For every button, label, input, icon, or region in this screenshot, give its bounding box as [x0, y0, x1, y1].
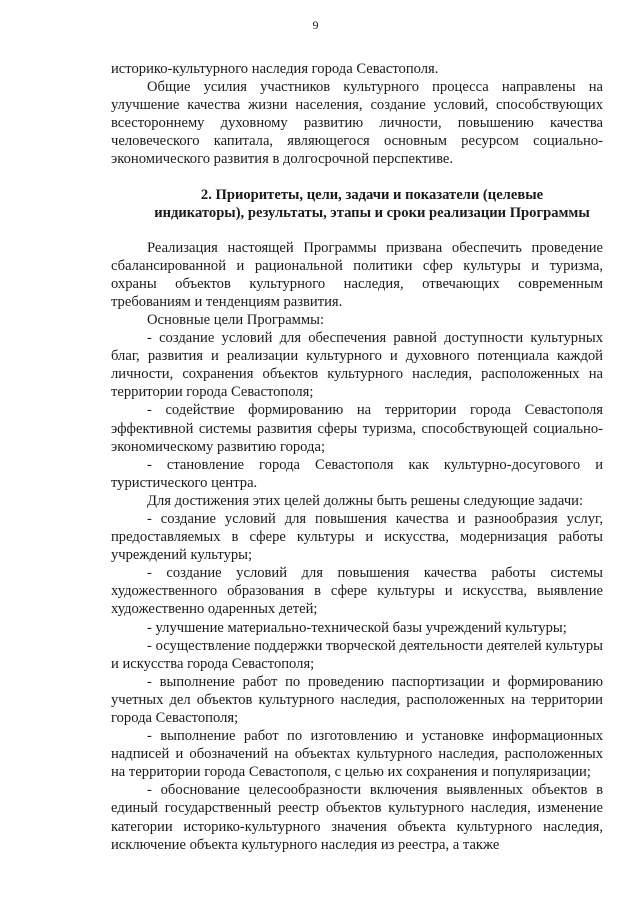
section-heading-line-2: индикаторы), результаты, этапы и сроки реализации Программы [154, 205, 590, 222]
goal-item: - содействие формированию на территории города Севастополя эффективной системы развития сферы туризма, способствующей социально-экономическому развитию города; [111, 402, 603, 455]
section-heading-line-1: 2. Приоритеты, цели, задачи и показатели (целевые [200, 186, 544, 203]
page-number: 9 [312, 18, 319, 32]
document-body [111, 60, 603, 854]
paragraph-implementation: Реализация настоящей Программы призвана обеспечить проведение сбалансированной и рациональной политики сфер культуры и туризма, охраны объектов культурного наследия, отвечающих современным требованиям и тенденциям развития. [111, 239, 603, 310]
task-item: - выполнение работ по изготовлению и установке информационных надписей и обозначений на объектах культурного наследия, расположенных на территории города Севастополя, с целью их сохранения и популяризации; [111, 728, 603, 781]
task-item: - улучшение материально-технической базы учреждений культуры; [147, 619, 567, 636]
task-item: - выполнение работ по проведению паспортизации и формированию учетных дел объектов культурного наследия, расположенных на территории города Севастополя; [111, 673, 603, 726]
task-item: - создание условий для повышения качества работы системы художественного образования в сфере культуры и искусства, выявление художественно одаренных детей; [111, 565, 603, 618]
goal-item: - становление города Севастополя как культурно-досугового и туристического центра. [111, 456, 603, 491]
section-heading [111, 186, 603, 223]
task-item: - обоснование целесообразности включения выявленных объектов в единый государственный реестр объектов культурного наследия, изменение категории историко-культурного значения объекта культурного наследия, исключение объекта культурного наследия из реестра, а также [111, 782, 603, 853]
paragraph-tasks-intro: Для достижения этих целей должны быть решены следующие задачи: [147, 492, 584, 509]
goal-item: - создание условий для обеспечения равной доступности культурных благ, развития и реализации культурного и духовного потенциала каждой личности, сохранения объектов культурного наследия, расположенных на территории города Севастополя; [111, 330, 603, 401]
paragraph-joint-efforts: Общие усилия участников культурного процесса направлены на улучшение качества жизни населения, создание условий, способствующих всестороннему духовному развитию личности, повышению качества человеческого капитала, являющегося основным ресурсом социально-экономического развития в долгосрочной перспективе. [111, 79, 603, 168]
task-item: - осуществление поддержки творческой деятельности деятелей культуры и искусства города Севастополя; [111, 637, 603, 672]
paragraph-continuation: историко-культурного наследия города Севастополя. [111, 61, 439, 77]
task-item: - создание условий для повышения качества и разнообразия услуг, предоставляемых в сфере культуры и искусства, модернизация работы учреждений культуры; [111, 510, 603, 564]
paragraph-goals-intro: Основные цели Программы: [147, 311, 325, 328]
